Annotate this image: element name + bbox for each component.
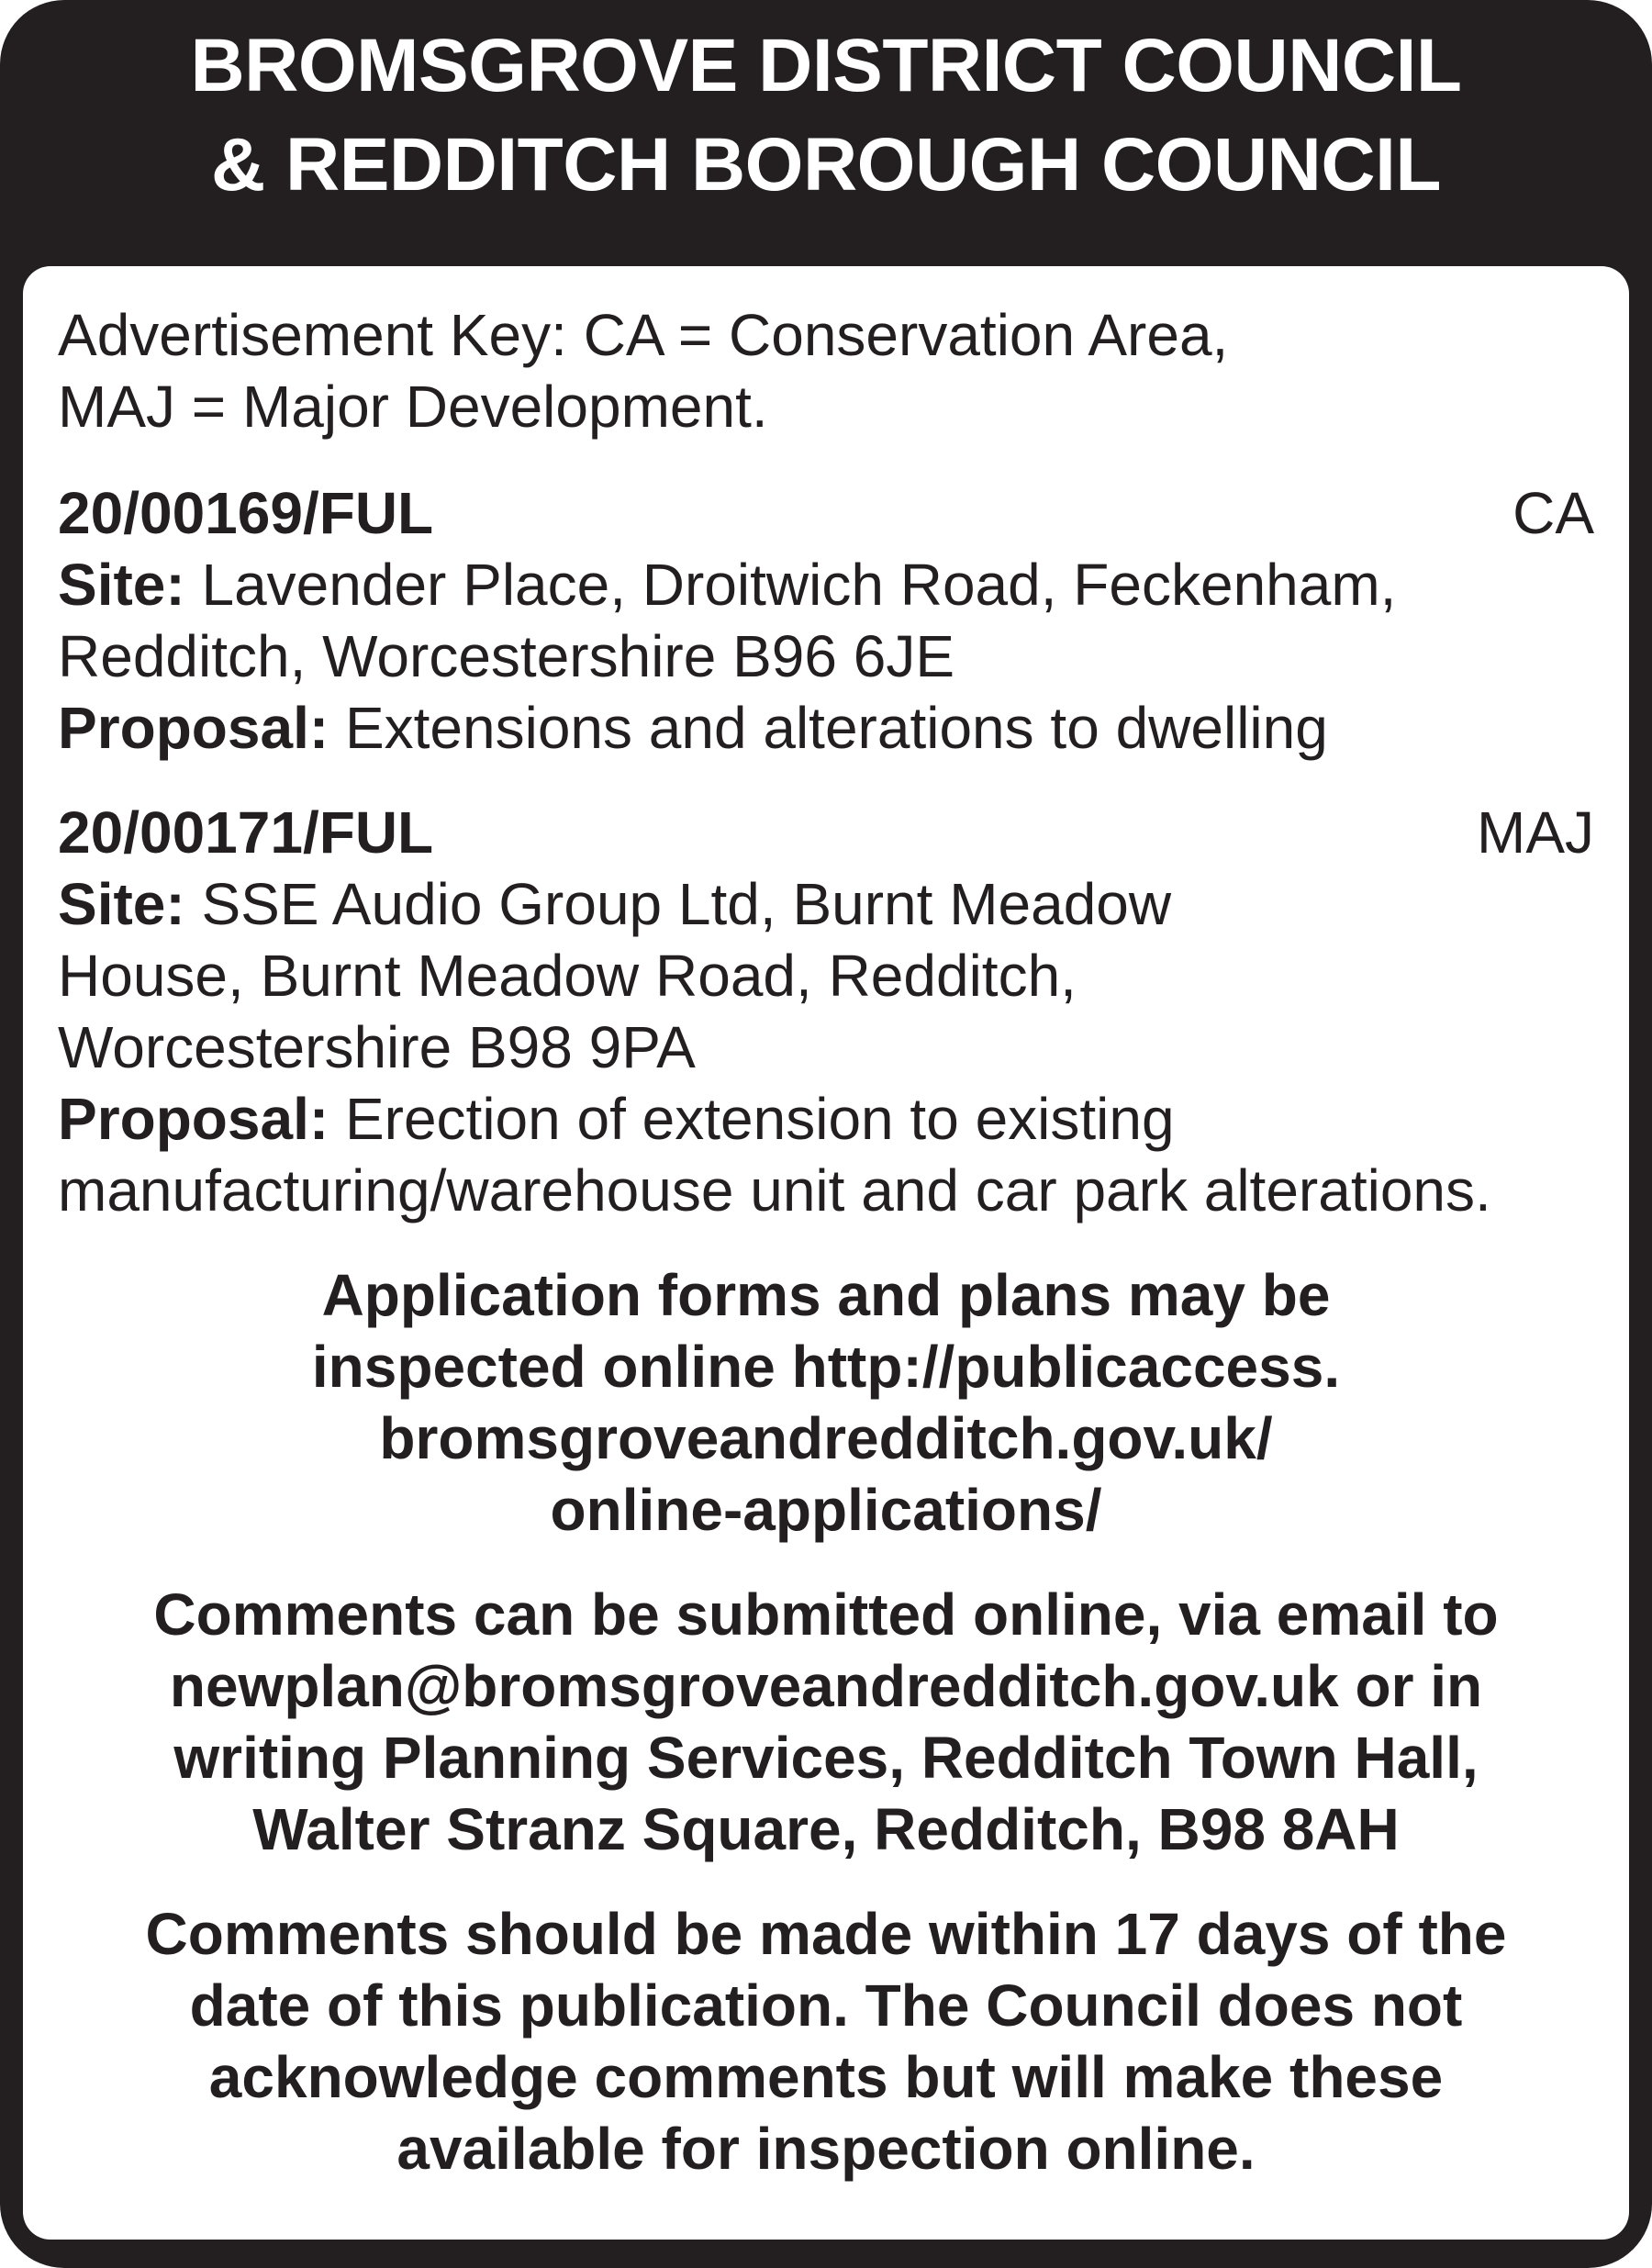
advertisement-key	[58, 299, 1594, 442]
proposal-line	[58, 1083, 1594, 1155]
comments-submit-line: newplan@bromsgroveandredditch.gov.uk or in	[169, 1653, 1483, 1719]
site-text: SSE Audio Group Ltd, Burnt Meadow	[201, 871, 1172, 937]
site-label: Site:	[58, 871, 185, 937]
inspection-line: Application forms and plans may be	[321, 1262, 1331, 1328]
header-title-line-2: & REDDITCH BOROUGH COUNCIL	[211, 123, 1441, 207]
notice-header	[0, 17, 1652, 215]
application-header	[58, 477, 1594, 549]
comments-deadline-line: Comments should be made within 17 days of the	[145, 1901, 1507, 1967]
site-line: Worcestershire B98 9PA	[58, 1014, 696, 1080]
inspection-line: online-applications/	[550, 1477, 1102, 1543]
site-line: House, Burnt Meadow Road, Redditch,	[58, 943, 1077, 1009]
application-entry	[58, 797, 1594, 1226]
application-reference: 20/00171/FUL	[58, 799, 434, 866]
comments-deadline-info	[58, 1898, 1594, 2184]
proposal-line: manufacturing/warehouse unit and car park alterations.	[58, 1157, 1491, 1223]
application-code: MAJ	[1477, 799, 1594, 866]
comments-deadline-line: date of this publication. The Council does not	[189, 1972, 1463, 2039]
comments-deadline-line: available for inspection online.	[396, 2116, 1256, 2182]
inspection-info	[58, 1259, 1594, 1546]
inspection-line: inspected online http://publicaccess.	[311, 1334, 1341, 1400]
site-label: Site:	[58, 552, 185, 618]
proposal-label: Proposal:	[58, 695, 329, 761]
proposal-label: Proposal:	[58, 1086, 329, 1152]
proposal-text: Erection of extension to existing	[344, 1086, 1175, 1152]
comments-submission-info	[58, 1579, 1594, 1865]
key-line: MAJ = Major Development.	[58, 374, 768, 440]
application-entry	[58, 477, 1594, 764]
site-line	[58, 549, 1594, 620]
application-reference: 20/00169/FUL	[58, 480, 434, 546]
proposal-line	[58, 692, 1594, 764]
notice-body	[23, 266, 1629, 2240]
application-header	[58, 797, 1594, 868]
application-code: CA	[1512, 480, 1594, 546]
comments-deadline-line: acknowledge comments but will make these	[208, 2044, 1444, 2110]
inspection-line: bromsgroveandredditch.gov.uk/	[379, 1405, 1273, 1471]
comments-submit-line: Walter Stranz Square, Redditch, B98 8AH	[252, 1796, 1400, 1862]
key-line: Advertisement Key: CA = Conservation Area,	[58, 302, 1229, 368]
site-text: Lavender Place, Droitwich Road, Feckenham,	[201, 552, 1397, 618]
proposal-text: Extensions and alterations to dwelling	[344, 695, 1328, 761]
site-line	[58, 868, 1594, 940]
comments-submit-line: Comments can be submitted online, via email to	[153, 1581, 1499, 1648]
comments-submit-line: writing Planning Services, Redditch Town Hall,	[173, 1725, 1479, 1791]
header-title-line-1: BROMSGROVE DISTRICT COUNCIL	[190, 24, 1462, 107]
site-line: Redditch, Worcestershire B96 6JE	[58, 623, 955, 689]
